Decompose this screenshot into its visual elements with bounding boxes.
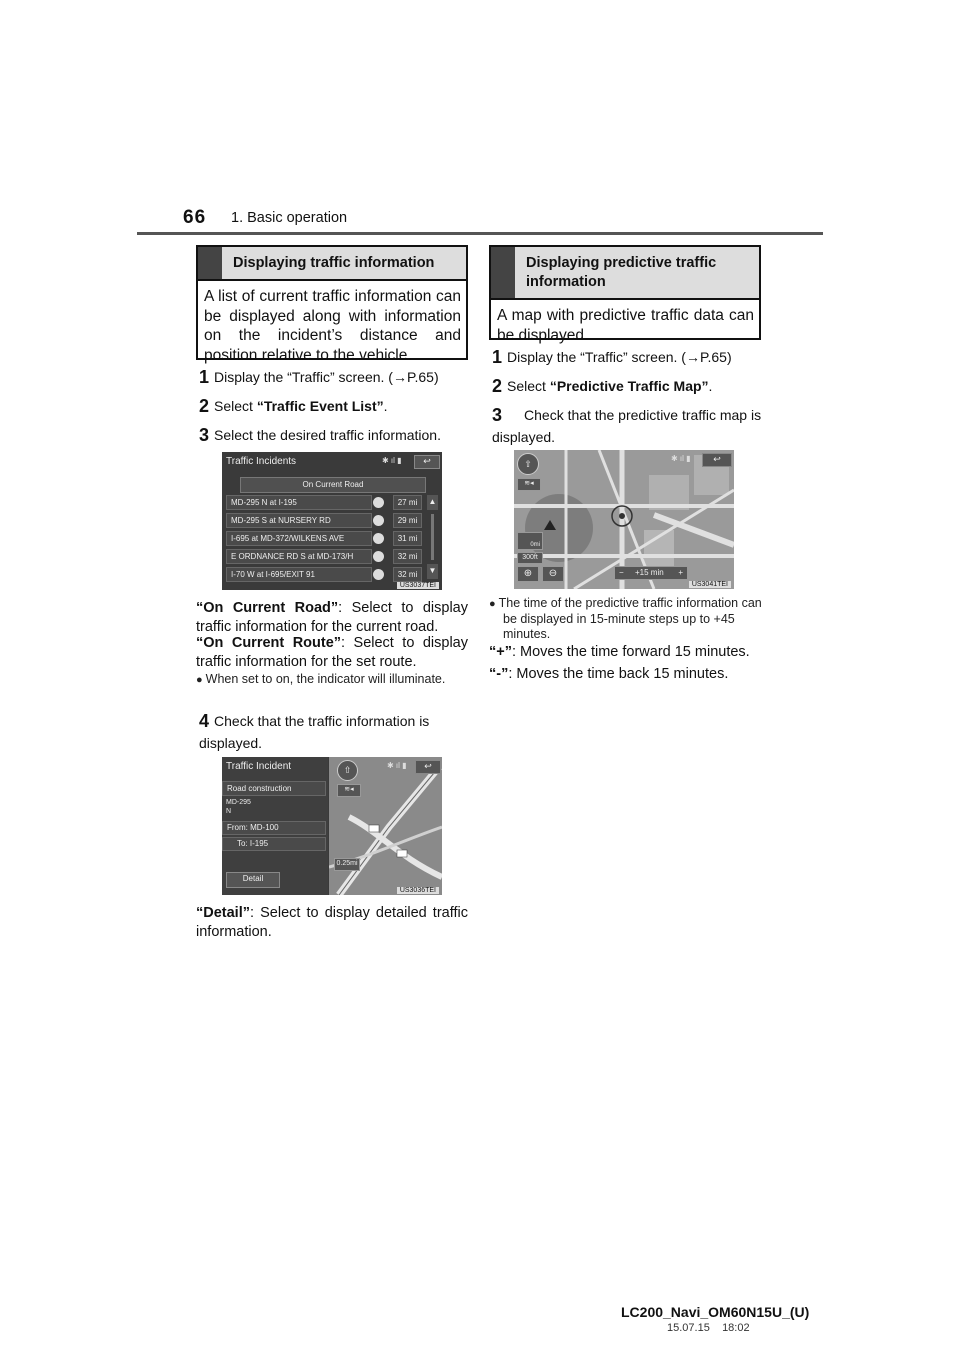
on-current-road-toggle[interactable]: On Current Road <box>240 477 426 493</box>
distance-label: 27 mi <box>393 495 422 510</box>
step-number: 1 <box>199 367 210 387</box>
section-title: 1. Basic operation <box>231 210 348 226</box>
step-2 <box>199 395 471 417</box>
term: “On Current Route” <box>196 635 342 651</box>
note-text: The time of the predictive traffic information can be displayed in 15-minute steps up to +45 minutes. <box>498 596 762 641</box>
scroll-up-button[interactable]: ▲ <box>427 495 438 510</box>
map-scale: 0.25mi <box>334 858 360 871</box>
incident-row[interactable] <box>226 495 372 510</box>
compass-icon <box>373 533 384 544</box>
menu-item-name: “Predictive Traffic Map” <box>549 378 709 394</box>
definition-on-current-road <box>196 599 468 637</box>
image-code: US3036TEI <box>397 887 439 894</box>
time-minus-button[interactable]: − <box>619 568 624 577</box>
term: “+” <box>489 644 512 660</box>
to-label: To: I-195 <box>237 839 269 848</box>
zoom-in-button[interactable]: ⊕ <box>517 566 539 582</box>
compass-icon <box>373 497 384 508</box>
box-heading <box>491 247 759 300</box>
step-number: 2 <box>492 376 503 396</box>
step-text: Select <box>214 398 257 414</box>
traffic-incidents-screen <box>222 452 442 590</box>
header-rule <box>137 232 823 235</box>
definition-text: : Moves the time forward 15 minutes. <box>511 644 750 660</box>
incident-row[interactable] <box>226 549 372 564</box>
step-1 <box>492 346 764 368</box>
from-label: From: MD-100 <box>227 823 279 832</box>
predictive-traffic-map-screen <box>514 450 734 589</box>
distance-label: 32 mi <box>393 567 422 582</box>
box-body: A map with predictive traffic data can be displayed. <box>497 307 754 344</box>
bullet-icon: ● <box>489 598 496 610</box>
step-text: Display the “Traffic” screen. ( <box>214 369 393 385</box>
screen-title: Traffic Incidents <box>226 456 297 467</box>
incident-label: MD-295 S at NURSERY RD <box>231 516 331 525</box>
step-3 <box>199 424 471 446</box>
predictive-traffic-box <box>489 245 761 344</box>
definition-text: : Moves the time back 15 minutes. <box>508 666 729 682</box>
compass-icon <box>373 515 384 526</box>
incident-label: I-695 at MD-372/WILKENS AVE <box>231 534 345 543</box>
distance-label: 0mi <box>530 542 540 548</box>
map-scale: 300ft <box>517 552 543 564</box>
traffic-toggle-button[interactable]: ≋◂ <box>517 478 541 491</box>
incident-item <box>222 781 326 796</box>
distance-label: 29 mi <box>393 513 422 528</box>
from-field <box>222 821 326 835</box>
step-text: Select <box>507 378 550 394</box>
to-field <box>222 837 326 851</box>
document-id: LC200_Navi_OM60N15U_(U) <box>621 1304 810 1320</box>
print-date: 15.07.15 <box>667 1322 710 1334</box>
incident-label: I-70 W at I-695/EXIT 91 <box>231 570 315 579</box>
print-time: 18:02 <box>722 1322 750 1334</box>
definition-on-current-route <box>196 634 468 672</box>
traffic-info-box <box>196 245 468 364</box>
incident-row[interactable] <box>226 567 372 582</box>
print-stamp <box>667 1322 750 1334</box>
step-number: 2 <box>199 396 210 416</box>
step-text: . <box>383 398 388 414</box>
compass-button[interactable]: ⇧ <box>517 453 539 475</box>
box-heading <box>198 247 466 281</box>
status-icons: ✱ ıl ▮ <box>387 761 407 770</box>
scrollbar[interactable] <box>431 514 434 560</box>
distance-label: 32 mi <box>393 549 422 564</box>
compass-icon <box>373 569 384 580</box>
box-heading-text: Displaying traffic information <box>233 255 435 271</box>
screen-title: Traffic Incident <box>226 761 292 772</box>
box-body: A list of current traffic information can be displayed along with information on the incident’s distance and position relative to the vehicle. <box>204 288 461 364</box>
status-icons: ✱ ıl ▮ <box>382 456 402 465</box>
step-3 <box>492 404 764 448</box>
back-button[interactable]: ↩ <box>415 760 441 774</box>
box-heading-text: Displaying predictive traffic information <box>526 255 717 290</box>
definition-text: : Select to display traffic information for the set route. <box>196 635 468 670</box>
step-1 <box>199 366 471 388</box>
time-plus-button[interactable]: + <box>678 568 683 577</box>
step-number: 3 <box>492 405 503 425</box>
definition-plus <box>489 643 761 662</box>
incident-label: E ORDNANCE RD S at MD-173/H <box>231 552 354 561</box>
road-name: MD-295 <box>226 799 251 806</box>
step-text: Check that the traffic information is displayed. <box>199 713 430 751</box>
time-value: +15 min <box>635 568 664 577</box>
back-button[interactable]: ↩ <box>414 455 440 469</box>
page-number: 66 <box>183 207 207 228</box>
page-ref: →P.65) <box>392 369 439 385</box>
step-2 <box>492 375 764 397</box>
step-text: Display the “Traffic” screen. ( <box>507 349 686 365</box>
image-code: US3037TEI <box>397 582 439 589</box>
term: “On Current Road” <box>196 600 339 616</box>
compass-icon <box>373 551 384 562</box>
traffic-toggle-button[interactable]: ≋◂ <box>337 784 361 797</box>
definition-minus <box>489 665 761 684</box>
incident-row[interactable] <box>226 513 372 528</box>
traffic-incident-screen <box>222 757 442 895</box>
note-text: When set to on, the indicator will illuminate. <box>205 672 446 686</box>
scroll-down-button[interactable]: ▼ <box>427 564 438 579</box>
definition-text: : Select to display detailed traffic information. <box>196 905 468 940</box>
direction: N <box>226 808 232 815</box>
definition-detail <box>196 904 468 942</box>
note-bullet <box>196 672 482 688</box>
heading-tab <box>491 247 515 298</box>
step-number: 4 <box>199 711 210 731</box>
step-text: Check that the predictive traffic map is displayed. <box>492 407 762 445</box>
compass-button[interactable]: ⇧ <box>337 760 358 781</box>
distance-label: 31 mi <box>393 531 422 546</box>
detail-button[interactable]: Detail <box>226 872 280 888</box>
term: “Detail” <box>196 905 250 921</box>
zoom-out-button[interactable]: ⊖ <box>542 566 564 582</box>
term: “-” <box>489 666 509 682</box>
bullet-icon: ● <box>196 674 203 686</box>
status-icons: ✱ ıl ▮ <box>671 454 691 463</box>
step-text: . <box>708 378 713 394</box>
back-button[interactable]: ↩ <box>702 453 732 467</box>
note-bullet <box>489 596 775 642</box>
incident-row[interactable] <box>226 531 372 546</box>
step-text: Select the desired traffic information. <box>214 427 441 443</box>
incident-label: MD-295 N at I-195 <box>231 498 297 507</box>
distance-indicator <box>517 532 543 550</box>
image-code: US3041TEI <box>689 581 731 588</box>
step-number: 3 <box>199 425 210 445</box>
menu-item-name: “Traffic Event List” <box>256 398 384 414</box>
time-control <box>614 566 688 580</box>
definition-text: : Select to display traffic information for the current road. <box>196 600 468 635</box>
step-4 <box>199 710 471 754</box>
incident-label: Road construction <box>227 784 292 793</box>
step-number: 1 <box>492 347 503 367</box>
page-ref: →P.65) <box>685 349 732 365</box>
heading-tab <box>198 247 222 279</box>
